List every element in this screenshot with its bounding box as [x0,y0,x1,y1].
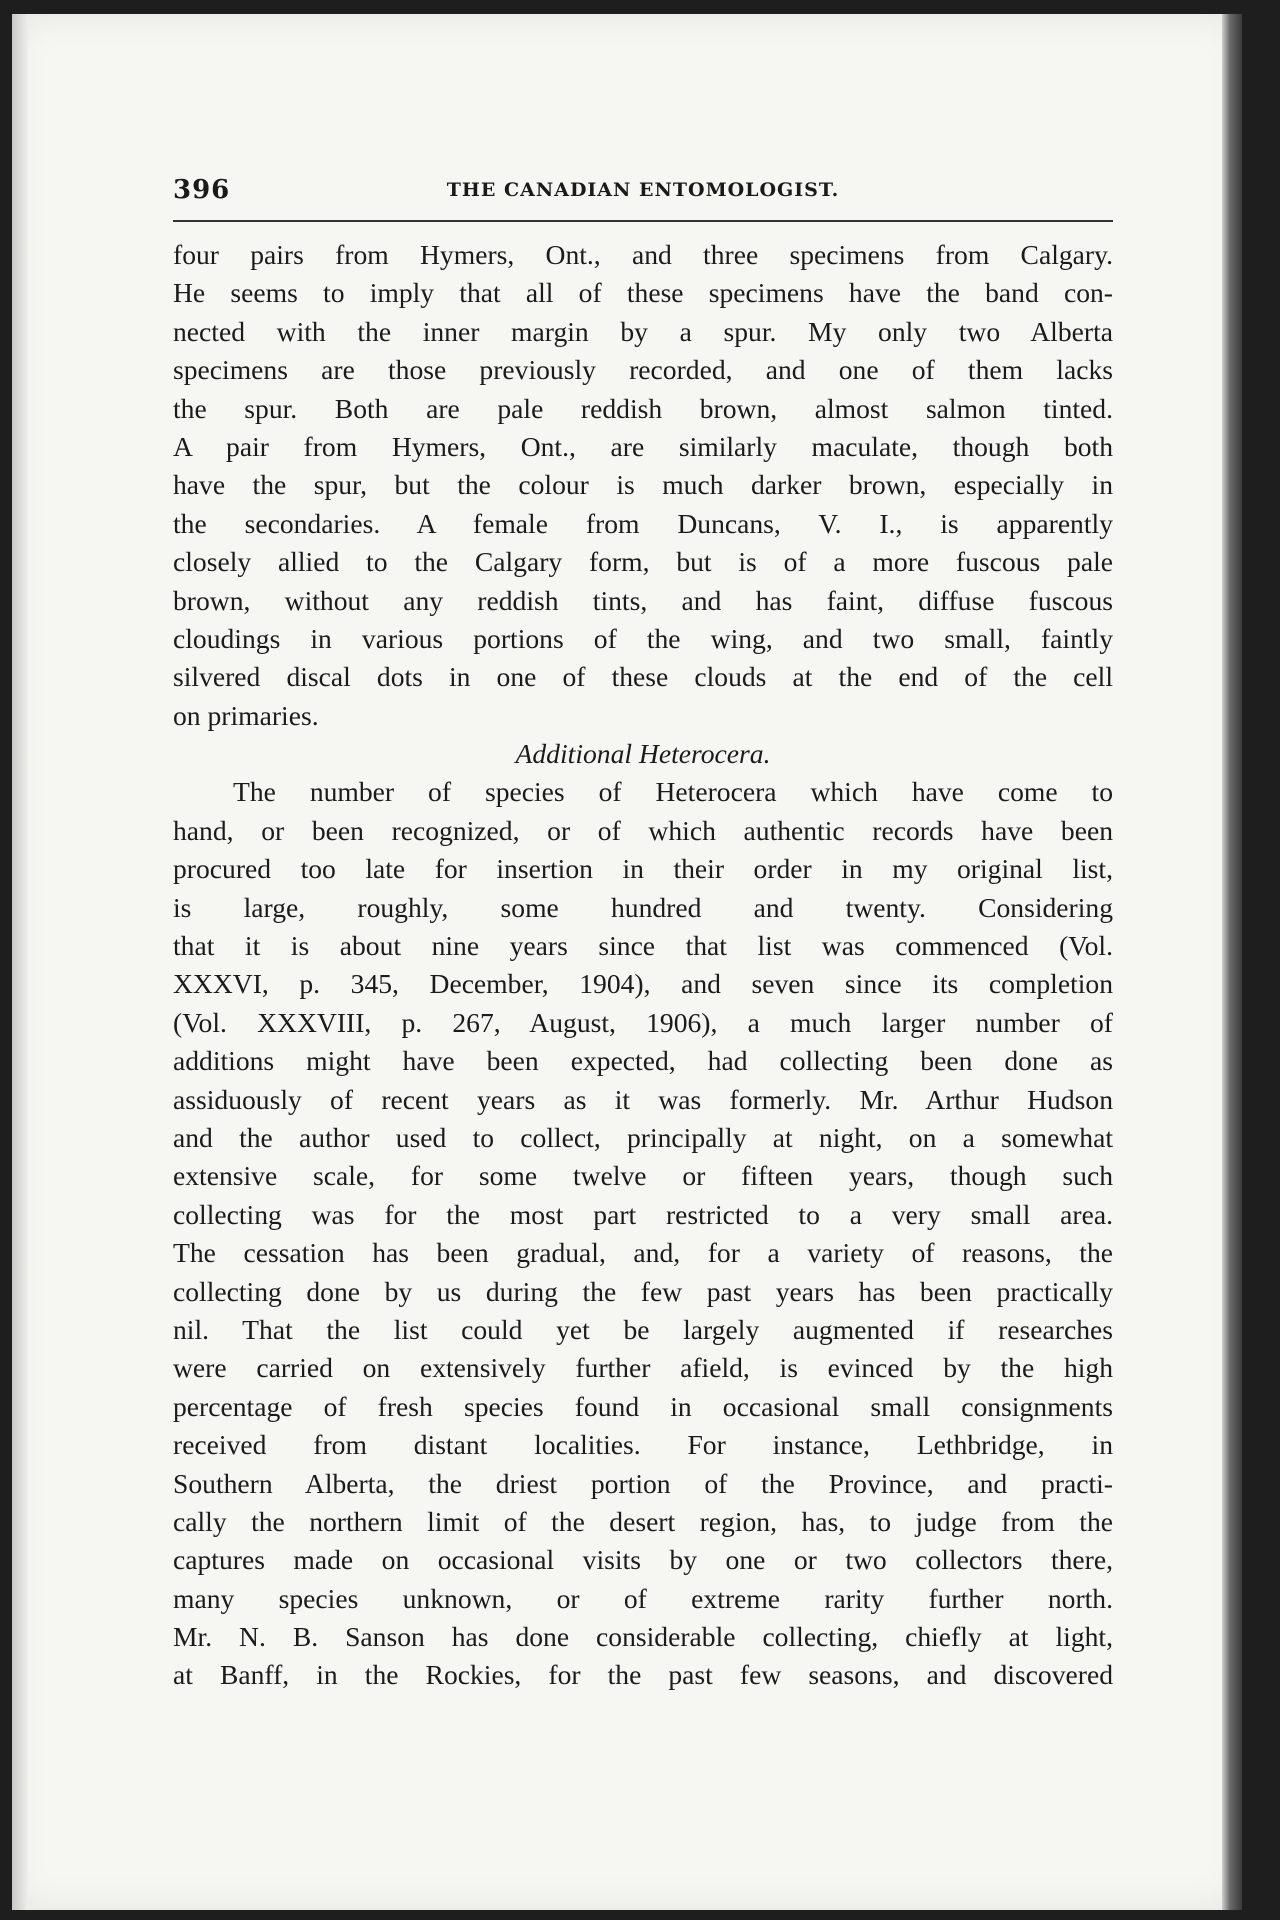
text-line: closely allied to the Calgary form, but is of a more fuscous pale [173,546,1113,578]
text-line: Mr. N. B. Sanson has done considerable collecting, chiefly at light, [173,1621,1113,1653]
text-line: extensive scale, for some twelve or fifteen years, though such [173,1160,1113,1192]
book-spine-edge [1222,14,1242,1910]
text-line: The cessation has been gradual, and, for a variety of reasons, the [173,1237,1113,1269]
text-line: and the author used to collect, principally at night, on a somewhat [173,1121,1113,1153]
header-rule [173,220,1113,222]
text-line: captures made on occasional visits by one or two collectors there, [173,1544,1113,1576]
text-line: He seems to imply that all of these specimens have the band con- [173,277,1113,309]
text-line: cally the northern limit of the desert region, has, to judge from the [173,1505,1113,1537]
text-line: have the spur, but the colour is much darker brown, especially in [173,469,1113,501]
text-line: collecting done by us during the few past years has been practically [173,1275,1113,1307]
text-line: silvered discal dots in one of these clouds at the end of the cell [173,661,1113,693]
text-line: additions might have been expected, had collecting been done as [173,1045,1113,1077]
text-line: the secondaries. A female from Duncans, V. I., is apparently [173,507,1113,539]
text-line: that it is about nine years since that list was commenced (Vol. [173,930,1113,962]
page-left-edge [12,14,28,1910]
text-line: percentage of fresh species found in occasional small consignments [173,1390,1113,1422]
section-heading: Additional Heterocera. [515,738,771,770]
text-line: nil. That the list could yet be largely augmented if researches [173,1313,1113,1345]
text-line: procured too late for insertion in their order in my original list, [173,853,1113,885]
text-line: many species unknown, or of extreme rarity further north. [173,1582,1113,1614]
text-line: received from distant localities. For instance, Lethbridge, in [173,1429,1113,1461]
text-line: specimens are those previously recorded, and one of them lacks [173,354,1113,386]
text-line: at Banff, in the Rockies, for the past few seasons, and discovered [173,1659,1113,1691]
text-line: XXXVI, p. 345, December, 1904), and seven since its completion [173,968,1113,1000]
running-head-title: THE CANADIAN ENTOMOLOGIST. [446,179,840,201]
text-line: the spur. Both are pale reddish brown, almost salmon tinted. [173,392,1113,424]
body-text [173,236,1113,1695]
text-line: four pairs from Hymers, Ont., and three specimens from Calgary. [173,239,1113,270]
text-line: A pair from Hymers, Ont., are similarly maculate, though both [173,430,1113,462]
text-line: Southern Alberta, the driest portion of the Province, and practi- [173,1467,1113,1499]
text-line: is large, roughly, some hundred and twenty. Considering [173,891,1113,923]
paragraph-2 [173,773,1113,1694]
paragraph-1 [173,236,1113,735]
text-line: (Vol. XXXVIII, p. 267, August, 1906), a much larger number of [173,1006,1113,1038]
text-line: hand, or been recognized, or of which authentic records have been [173,814,1113,846]
text-line: assiduously of recent years as it was formerly. Mr. Arthur Hudson [173,1083,1113,1115]
text-line: The number of species of Heterocera which have come to [233,776,1113,808]
text-line: brown, without any reddish tints, and has faint, diffuse fuscous [173,584,1113,616]
text-line: on primaries. [173,699,319,731]
page-number: 396 [173,175,231,205]
text-line: were carried on extensively further afield, is evinced by the high [173,1352,1113,1384]
text-line: collecting was for the most part restricted to a very small area. [173,1198,1113,1230]
text-line: nected with the inner margin by a spur. My only two Alberta [173,315,1113,347]
text-line: cloudings in various portions of the wing, and two small, faintly [173,622,1113,654]
page-header [173,175,1113,211]
